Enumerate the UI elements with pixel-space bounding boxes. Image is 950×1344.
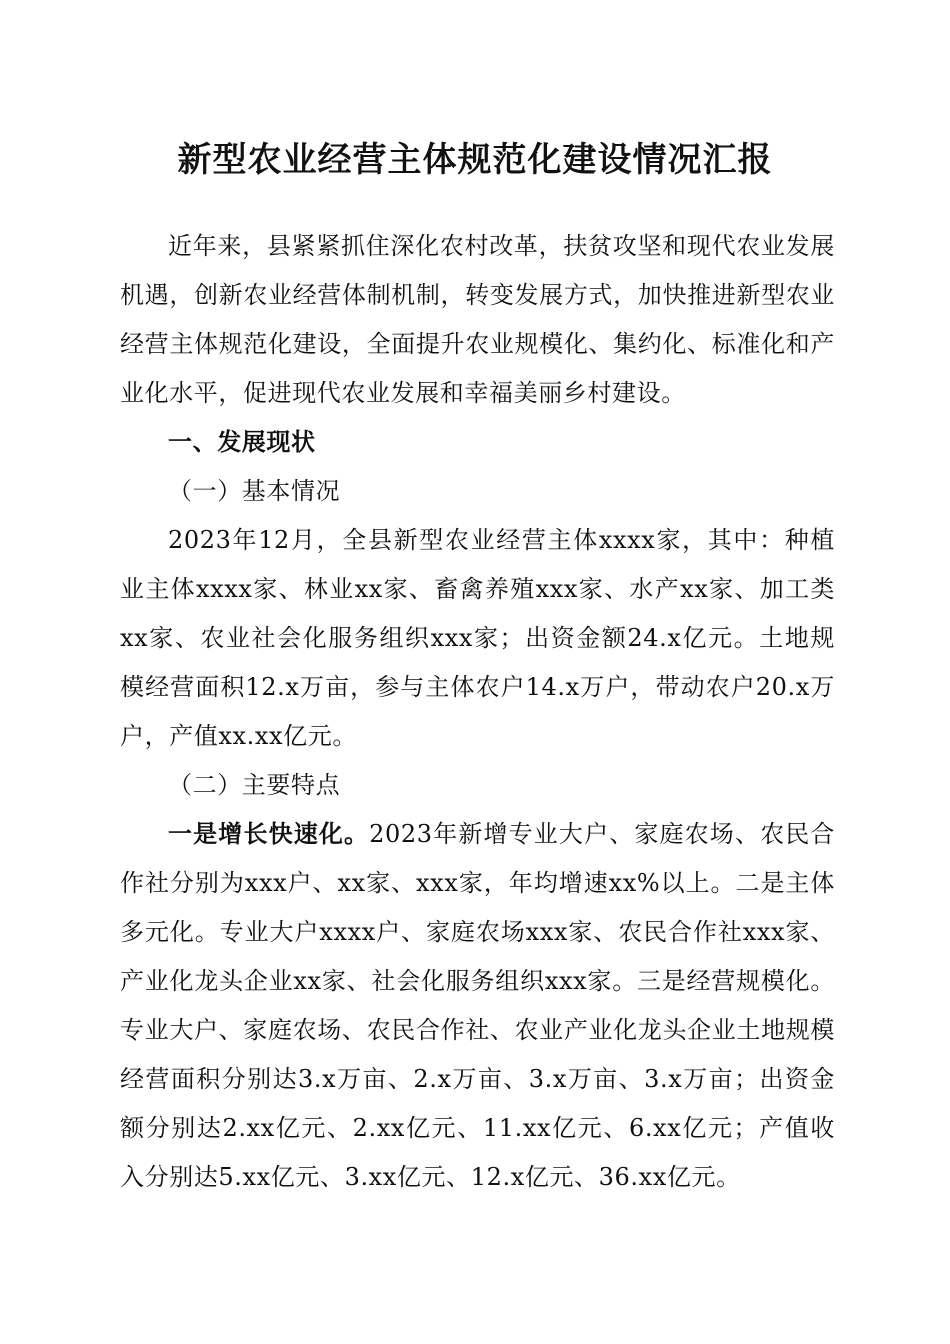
- main-features-text: 2023年新增专业大户、家庭农场、农民合作社分别为xxx户、xx家、xxx家，年均增速xx%以上。二是主体多元化。专业大户xxxx户、家庭农场xxx家、农民合作社xxx家、产业化龙头企业xx家、社会化服务组织xxx家。三是经营规模化。专业大户、家庭农场、农民合作社、农业产业化龙头企业土地规模经营面积分别达3.x万亩、2.x万亩、3.x万亩、3.x万亩；出资金额分别达2.xx亿元、2.xx亿元、11.xx亿元、6.xx亿元；产值收入分别达5.xx亿元、3.xx亿元、12.x亿元、36.xx亿元。: [120, 820, 835, 1191]
- subsection-heading-main-features: （二）主要特点: [168, 771, 341, 799]
- main-features-lead: 一是增长快速化。: [168, 820, 370, 848]
- intro-paragraph: 近年来，县紧紧抓住深化农村改革，扶贫攻坚和现代农业发展机遇，创新农业经营体制机制，转变发展方式，加快推进新型农业经营主体规范化建设，全面提升农业规模化、集约化、标准化和产业化水平，促进现代农业发展和幸福美丽乡村建设。: [120, 232, 835, 407]
- document-title: 新型农业经营主体规范化建设情况汇报: [177, 140, 773, 180]
- document-body: [120, 222, 835, 1202]
- section-heading-development-status: 一、发展现状: [168, 428, 316, 456]
- subsection-heading-basic-situation: （一）基本情况: [168, 477, 341, 505]
- basic-situation-paragraph: 2023年12月，全县新型农业经营主体xxxx家，其中：种植业主体xxxx家、林业xx家、畜禽养殖xxx家、水产xx家、加工类xx家、农业社会化服务组织xxx家；出资金额24.x亿元。土地规模经营面积12.x万亩，参与主体农户14.x万户，带动农户20.x万户，产值xx.xx亿元。: [120, 526, 835, 750]
- main-features-paragraph: [120, 810, 835, 1202]
